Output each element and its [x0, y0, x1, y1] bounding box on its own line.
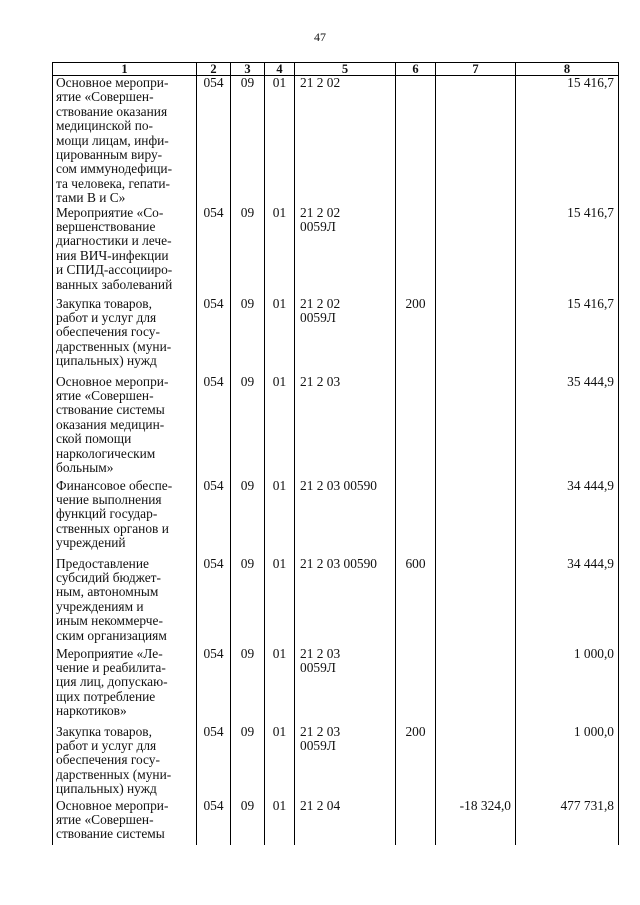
section-code: 09: [231, 725, 265, 799]
target-article-code: 21 2 02: [295, 76, 396, 206]
item-name: Основное меропри- ятие «Совершен- ствование системы оказания медицин- ской помощи наркологическим больным»: [53, 375, 197, 479]
col-header-8: 8: [516, 63, 619, 76]
ministry-code: 054: [197, 799, 231, 845]
total-amount: 15 416,7: [516, 206, 619, 297]
page-number: 47: [314, 30, 326, 44]
header-row: [53, 63, 619, 76]
subsection-code: 01: [265, 725, 295, 799]
expense-type-code: [396, 799, 436, 845]
section-code: 09: [231, 206, 265, 297]
subsection-code: 01: [265, 76, 295, 206]
table-row: [53, 206, 619, 297]
item-name: Закупка товаров, работ и услуг для обеспечения госу- дарственных (муни- ципальных) нужд: [53, 725, 197, 799]
ministry-code: 054: [197, 647, 231, 725]
change-amount: [436, 206, 516, 297]
total-amount: 477 731,8: [516, 799, 619, 845]
table-row: [53, 647, 619, 725]
change-amount: [436, 479, 516, 557]
target-article-code: 21 2 03 0059Л: [295, 725, 396, 799]
target-article-code: 21 2 04: [295, 799, 396, 845]
total-amount: 1 000,0: [516, 725, 619, 799]
col-header-1: 1: [53, 63, 197, 76]
ministry-code: 054: [197, 479, 231, 557]
target-article-code: 21 2 02 0059Л: [295, 297, 396, 375]
subsection-code: 01: [265, 375, 295, 479]
target-article-code: 21 2 03 00590: [295, 479, 396, 557]
section-code: 09: [231, 297, 265, 375]
ministry-code: 054: [197, 557, 231, 647]
table-row: [53, 479, 619, 557]
section-code: 09: [231, 557, 265, 647]
item-name: Закупка товаров, работ и услуг для обеспечения госу- дарственных (муни- ципальных) нужд: [53, 297, 197, 375]
ministry-code: 054: [197, 76, 231, 206]
table-row: [53, 725, 619, 799]
target-article-code: 21 2 02 0059Л: [295, 206, 396, 297]
col-header-2: 2: [197, 63, 231, 76]
section-code: 09: [231, 375, 265, 479]
table-row: [53, 799, 619, 845]
change-amount: [436, 725, 516, 799]
change-amount: [436, 76, 516, 206]
expense-type-code: 200: [396, 725, 436, 799]
section-code: 09: [231, 479, 265, 557]
budget-table: [52, 62, 619, 845]
col-header-4: 4: [265, 63, 295, 76]
total-amount: 15 416,7: [516, 297, 619, 375]
change-amount: [436, 375, 516, 479]
change-amount: [436, 297, 516, 375]
expense-type-code: [396, 76, 436, 206]
target-article-code: 21 2 03 00590: [295, 557, 396, 647]
expense-type-code: [396, 647, 436, 725]
col-header-7: 7: [436, 63, 516, 76]
item-name: Мероприятие «Ле- чение и реабилита- ция лиц, допускаю- щих потребление наркотиков»: [53, 647, 197, 725]
ministry-code: 054: [197, 206, 231, 297]
item-name: Основное меропри- ятие «Совершен- ствование оказания медицинской по- мощи лицам, инфи- цированным виру- сом иммунодефици- та человека, гепати- тами В и С»: [53, 76, 197, 206]
subsection-code: 01: [265, 479, 295, 557]
subsection-code: 01: [265, 297, 295, 375]
subsection-code: 01: [265, 206, 295, 297]
subsection-code: 01: [265, 799, 295, 845]
subsection-code: 01: [265, 647, 295, 725]
table-row: [53, 297, 619, 375]
total-amount: 34 444,9: [516, 557, 619, 647]
item-name: Основное меропри- ятие «Совершен- ствование системы: [53, 799, 197, 845]
target-article-code: 21 2 03: [295, 375, 396, 479]
col-header-6: 6: [396, 63, 436, 76]
expense-type-code: [396, 375, 436, 479]
target-article-code: 21 2 03 0059Л: [295, 647, 396, 725]
ministry-code: 054: [197, 375, 231, 479]
total-amount: 1 000,0: [516, 647, 619, 725]
total-amount: 15 416,7: [516, 76, 619, 206]
col-header-5: 5: [295, 63, 396, 76]
table-row: [53, 557, 619, 647]
expense-type-code: 200: [396, 297, 436, 375]
expense-type-code: 600: [396, 557, 436, 647]
subsection-code: 01: [265, 557, 295, 647]
table-row: [53, 375, 619, 479]
ministry-code: 054: [197, 297, 231, 375]
expense-type-code: [396, 479, 436, 557]
ministry-code: 054: [197, 725, 231, 799]
item-name: Мероприятие «Со- вершенствование диагностики и лече- ния ВИЧ-инфекции и СПИД-ассоцииро- ванных заболеваний: [53, 206, 197, 297]
item-name: Финансовое обеспе- чение выполнения функций государ- ственных органов и учреждений: [53, 479, 197, 557]
section-code: 09: [231, 647, 265, 725]
expense-type-code: [396, 206, 436, 297]
total-amount: 35 444,9: [516, 375, 619, 479]
change-amount: -18 324,0: [436, 799, 516, 845]
table-row: [53, 76, 619, 206]
change-amount: [436, 647, 516, 725]
section-code: 09: [231, 799, 265, 845]
item-name: Предоставление субсидий бюджет- ным, автономным учреждениям и иным некоммерче- ским организациям: [53, 557, 197, 647]
change-amount: [436, 557, 516, 647]
section-code: 09: [231, 76, 265, 206]
total-amount: 34 444,9: [516, 479, 619, 557]
col-header-3: 3: [231, 63, 265, 76]
